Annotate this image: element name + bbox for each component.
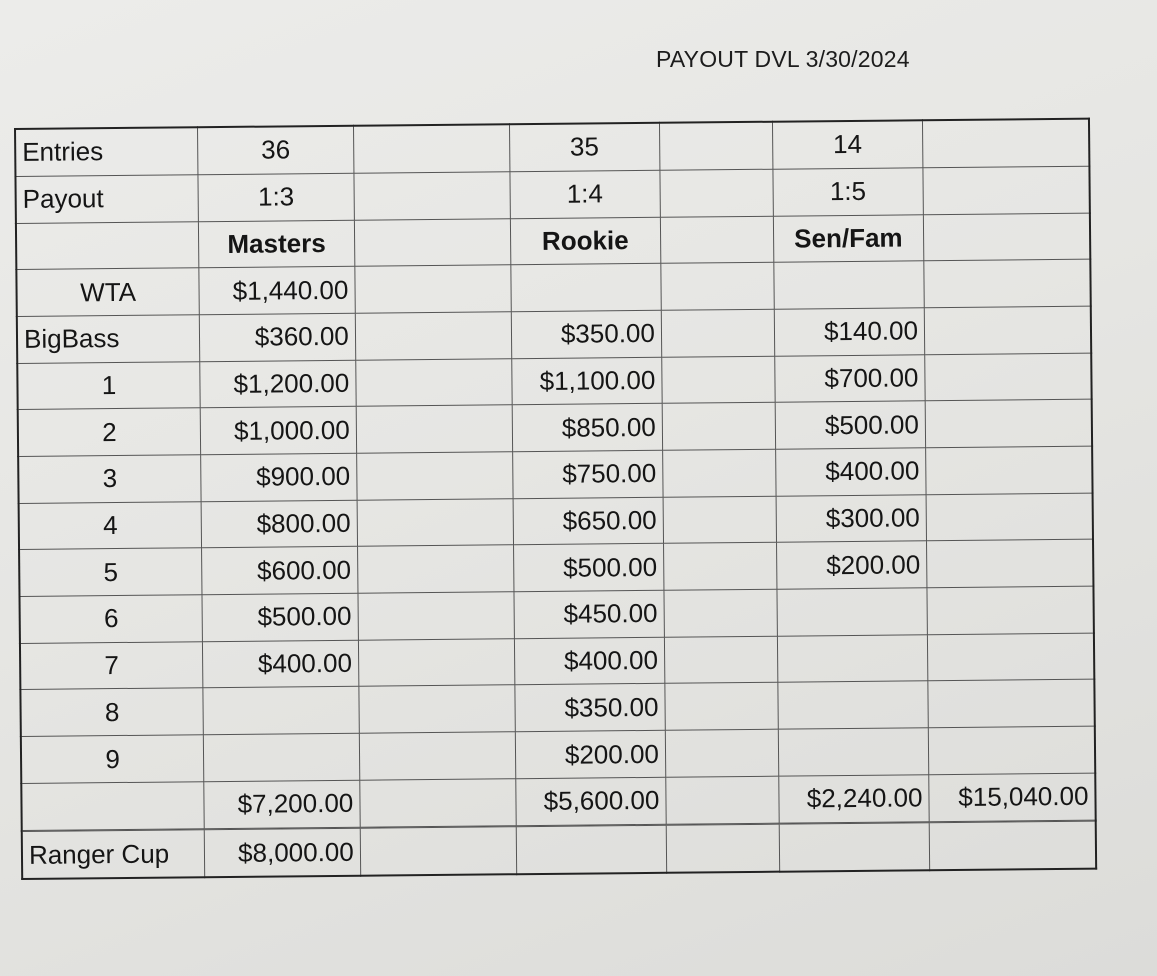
empty-cell bbox=[663, 543, 776, 591]
masters-header: Masters bbox=[198, 220, 354, 268]
place-number: 6 bbox=[19, 595, 202, 643]
empty-cell bbox=[923, 166, 1090, 214]
rookie-place-payout: $650.00 bbox=[513, 497, 664, 545]
masters-place-payout: $1,200.00 bbox=[200, 360, 356, 408]
empty-cell bbox=[666, 824, 779, 873]
senfam-place-payout bbox=[778, 681, 929, 729]
empty-cell bbox=[927, 586, 1094, 634]
senfam-place-payout bbox=[777, 588, 928, 636]
empty-cell bbox=[354, 172, 510, 220]
masters-place-payout: $500.00 bbox=[202, 593, 358, 641]
empty-cell bbox=[924, 259, 1091, 307]
empty-cell bbox=[355, 265, 511, 313]
rookie-place-payout: $750.00 bbox=[512, 450, 663, 498]
payout-label: Payout bbox=[15, 175, 198, 223]
place-number: 4 bbox=[19, 501, 202, 549]
empty-cell bbox=[927, 633, 1094, 681]
empty-cell bbox=[358, 592, 514, 640]
ranger-cup-row bbox=[22, 821, 1096, 879]
masters-total: $7,200.00 bbox=[204, 780, 360, 828]
payout-sheet bbox=[14, 118, 1097, 880]
empty-cell bbox=[927, 540, 1094, 588]
ranger-cup-value: $8,000.00 bbox=[204, 828, 360, 877]
empty-cell bbox=[662, 403, 775, 451]
masters-place-payout: $400.00 bbox=[203, 640, 359, 688]
rookie-place-payout: $200.00 bbox=[515, 730, 666, 778]
grand-total: $15,040.00 bbox=[929, 773, 1096, 821]
empty-cell bbox=[359, 732, 515, 780]
empty-cell bbox=[510, 264, 661, 312]
empty-cell bbox=[360, 779, 516, 827]
masters-place-payout bbox=[203, 687, 359, 735]
senfam-place-payout: $400.00 bbox=[775, 448, 926, 496]
bigbass-label: BigBass bbox=[17, 315, 200, 363]
rookie-place-payout: $450.00 bbox=[513, 590, 664, 638]
place-number: 1 bbox=[17, 361, 200, 409]
empty-cell bbox=[16, 221, 199, 269]
place-number: 8 bbox=[20, 688, 203, 736]
empty-cell bbox=[664, 589, 777, 637]
rookie-place-payout: $1,100.00 bbox=[511, 357, 662, 405]
senfam-place-payout: $300.00 bbox=[776, 494, 927, 542]
rookie-total: $5,600.00 bbox=[515, 777, 666, 825]
senfam-place-payout: $700.00 bbox=[774, 354, 925, 402]
place-number: 2 bbox=[18, 408, 201, 456]
senfam-place-payout bbox=[777, 635, 928, 683]
place-number: 3 bbox=[18, 455, 201, 503]
empty-cell bbox=[929, 821, 1096, 870]
place-number: 7 bbox=[20, 642, 203, 690]
rookie-place-payout: $850.00 bbox=[512, 404, 663, 452]
senfam-place-payout: $500.00 bbox=[775, 401, 926, 449]
empty-cell bbox=[773, 261, 924, 309]
masters-entries: 36 bbox=[198, 126, 354, 175]
masters-place-payout bbox=[203, 733, 359, 781]
empty-cell bbox=[665, 729, 778, 777]
empty-cell bbox=[358, 639, 514, 687]
empty-cell bbox=[359, 685, 515, 733]
empty-cell bbox=[21, 782, 204, 830]
empty-cell bbox=[356, 452, 512, 500]
senfam-place-payout bbox=[778, 728, 929, 776]
empty-cell bbox=[356, 358, 512, 406]
empty-cell bbox=[357, 498, 513, 546]
rookie-place-payout: $350.00 bbox=[514, 684, 665, 732]
empty-cell bbox=[516, 825, 667, 874]
senfam-header: Sen/Fam bbox=[773, 214, 924, 262]
empty-cell bbox=[353, 124, 509, 173]
empty-cell bbox=[354, 218, 510, 266]
empty-cell bbox=[661, 309, 774, 357]
masters-payout-ratio: 1:3 bbox=[198, 173, 354, 221]
empty-cell bbox=[663, 496, 776, 544]
empty-cell bbox=[923, 213, 1090, 261]
empty-cell bbox=[666, 776, 779, 824]
place-number: 5 bbox=[19, 548, 202, 596]
empty-cell bbox=[660, 216, 773, 264]
empty-cell bbox=[665, 683, 778, 731]
rookie-header: Rookie bbox=[510, 217, 661, 265]
empty-cell bbox=[660, 169, 773, 217]
rookie-payout-ratio: 1:4 bbox=[509, 170, 660, 218]
empty-cell bbox=[925, 353, 1092, 401]
masters-place-payout: $1,000.00 bbox=[200, 407, 356, 455]
masters-place-payout: $600.00 bbox=[202, 547, 358, 595]
senfam-total: $2,240.00 bbox=[778, 775, 929, 823]
entries-label: Entries bbox=[15, 127, 198, 176]
rookie-place-payout: $500.00 bbox=[513, 544, 664, 592]
masters-bigbass: $360.00 bbox=[199, 313, 355, 361]
empty-cell bbox=[662, 356, 775, 404]
senfam-place-payout: $200.00 bbox=[776, 541, 927, 589]
empty-cell bbox=[659, 122, 772, 171]
empty-cell bbox=[924, 306, 1091, 354]
payout-table bbox=[14, 118, 1097, 880]
empty-cell bbox=[925, 400, 1092, 448]
masters-place-payout: $800.00 bbox=[201, 500, 357, 548]
rookie-entries: 35 bbox=[509, 123, 660, 172]
empty-cell bbox=[357, 545, 513, 593]
empty-cell bbox=[355, 312, 511, 360]
senfam-payout-ratio: 1:5 bbox=[773, 168, 924, 216]
empty-cell bbox=[664, 636, 777, 684]
masters-wta: $1,440.00 bbox=[199, 267, 355, 315]
place-number: 9 bbox=[21, 735, 204, 783]
masters-place-payout: $900.00 bbox=[201, 453, 357, 501]
wta-label: WTA bbox=[16, 268, 199, 316]
senfam-entries: 14 bbox=[772, 120, 923, 169]
empty-cell bbox=[779, 823, 930, 872]
empty-cell bbox=[922, 119, 1089, 168]
empty-cell bbox=[928, 726, 1095, 774]
empty-cell bbox=[360, 827, 516, 876]
senfam-bigbass: $140.00 bbox=[774, 308, 925, 356]
rookie-place-payout: $400.00 bbox=[514, 637, 665, 685]
empty-cell bbox=[662, 449, 775, 497]
empty-cell bbox=[928, 680, 1095, 728]
empty-cell bbox=[926, 493, 1093, 541]
empty-cell bbox=[356, 405, 512, 453]
rookie-bigbass: $350.00 bbox=[511, 310, 662, 358]
page-title: PAYOUT DVL 3/30/2024 bbox=[656, 46, 910, 72]
ranger-cup-label: Ranger Cup bbox=[22, 830, 205, 879]
empty-cell bbox=[661, 263, 774, 311]
empty-cell bbox=[926, 446, 1093, 494]
